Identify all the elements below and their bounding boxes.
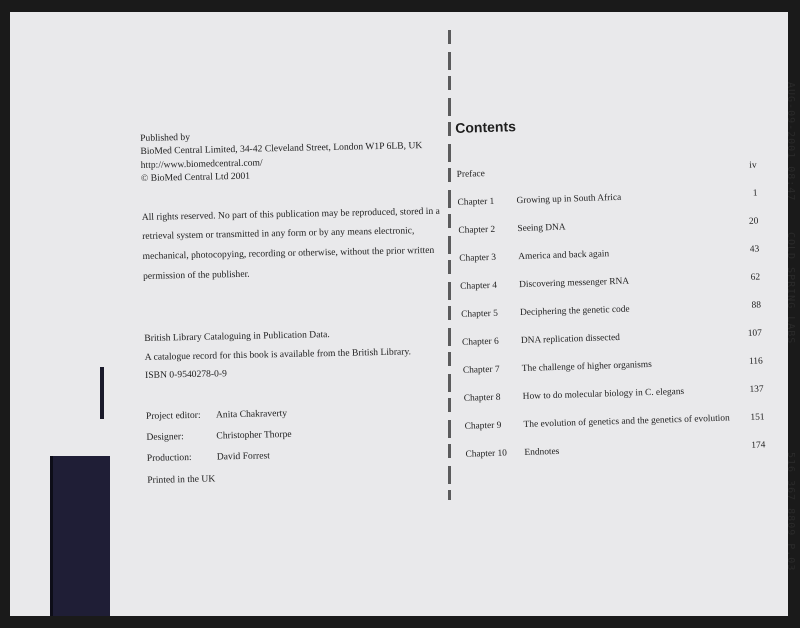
toc-title: Deciphering the genetic code (519, 304, 630, 319)
published-by: Published by (140, 131, 191, 144)
staff-list (146, 403, 457, 466)
staff-name: Anita Chakraverty (215, 407, 288, 421)
staff-role: Project editor: (145, 409, 201, 422)
toc-page: 20 (748, 216, 759, 227)
toc-page: 174 (751, 440, 766, 451)
scanned-page (10, 12, 796, 616)
toc-title: The challenge of higher organisms (521, 359, 652, 375)
toc-label: Chapter 5 (460, 308, 498, 320)
toc-page: 88 (751, 300, 762, 311)
toc-title: America and back again (518, 249, 610, 263)
fax-date: AUG-09-2001 08:47 (785, 82, 796, 202)
scan-dark-block (50, 456, 110, 616)
toc-label: Preface (456, 169, 485, 180)
toc-title: Endnotes (524, 446, 560, 458)
toc-label: Chapter 2 (458, 224, 496, 236)
toc-list (457, 159, 767, 476)
fax-source: COLD SPRING LABS (785, 232, 796, 345)
publisher-url: http://www.biomedcentral.com/ (140, 157, 263, 171)
toc-label: Chapter 8 (463, 392, 501, 404)
staff-row (146, 424, 456, 444)
imprint-page (140, 126, 457, 488)
toc-label: Chapter 7 (462, 364, 500, 376)
toc-label: Chapter 9 (464, 420, 502, 432)
fax-header (772, 82, 796, 572)
toc-label: Chapter 3 (459, 252, 497, 264)
toc-label: Chapter 4 (460, 280, 498, 292)
toc-title: The evolution of genetics and the genetics of evolution (523, 413, 730, 430)
toc-title: Seeing DNA (517, 222, 566, 235)
rights-statement: All rights reserved. No part of this publication may be reproduced, stored in a retrieval system or transmitted in any form or by any means electronic, mechanical, photocopying, recording or otherwise, without the prior written permission of the publisher. (141, 205, 440, 282)
toc-page: 107 (747, 328, 763, 339)
fax-number: 516 367 8809 P.03 (785, 452, 796, 572)
toc-page: 137 (749, 384, 764, 395)
toc-page: 116 (748, 356, 763, 367)
scan-mark (100, 367, 104, 419)
toc-label: Chapter 1 (457, 196, 495, 208)
contents-page (455, 111, 766, 476)
isbn: ISBN 0-9540278-0-9 (144, 368, 228, 382)
toc-title: Discovering messenger RNA (519, 276, 630, 291)
staff-row (147, 446, 457, 466)
toc-title: DNA replication dissected (520, 332, 621, 347)
cip-record: A catalogue record for this book is available from the British Library. (144, 346, 412, 363)
cip-block (144, 326, 455, 383)
toc-page: 1 (752, 188, 758, 199)
toc-page: iv (749, 160, 757, 171)
toc-page: 151 (750, 412, 765, 423)
contents-title: Contents (455, 118, 517, 136)
toc-page: 43 (749, 244, 760, 255)
toc-page: 62 (750, 272, 761, 283)
staff-name: Christopher Thorpe (216, 428, 292, 442)
cip-title: British Library Cataloguing in Publication Data. (144, 329, 330, 345)
toc-label: Chapter 10 (465, 448, 508, 460)
publisher-address: BioMed Central Limited, 34-42 Cleveland Street, London W1P 6LB, UK (140, 140, 423, 158)
toc-label: Chapter 6 (461, 336, 499, 348)
toc-title: How to do molecular biology in C. elegans (522, 386, 685, 403)
printed-in: Printed in the UK (147, 473, 216, 486)
staff-name: David Forrest (216, 450, 270, 463)
copyright-line: © BioMed Central Ltd 2001 (140, 170, 251, 185)
staff-role: Designer: (146, 431, 184, 443)
toc-title: Growing up in South Africa (516, 192, 622, 207)
staff-role: Production: (146, 452, 192, 465)
